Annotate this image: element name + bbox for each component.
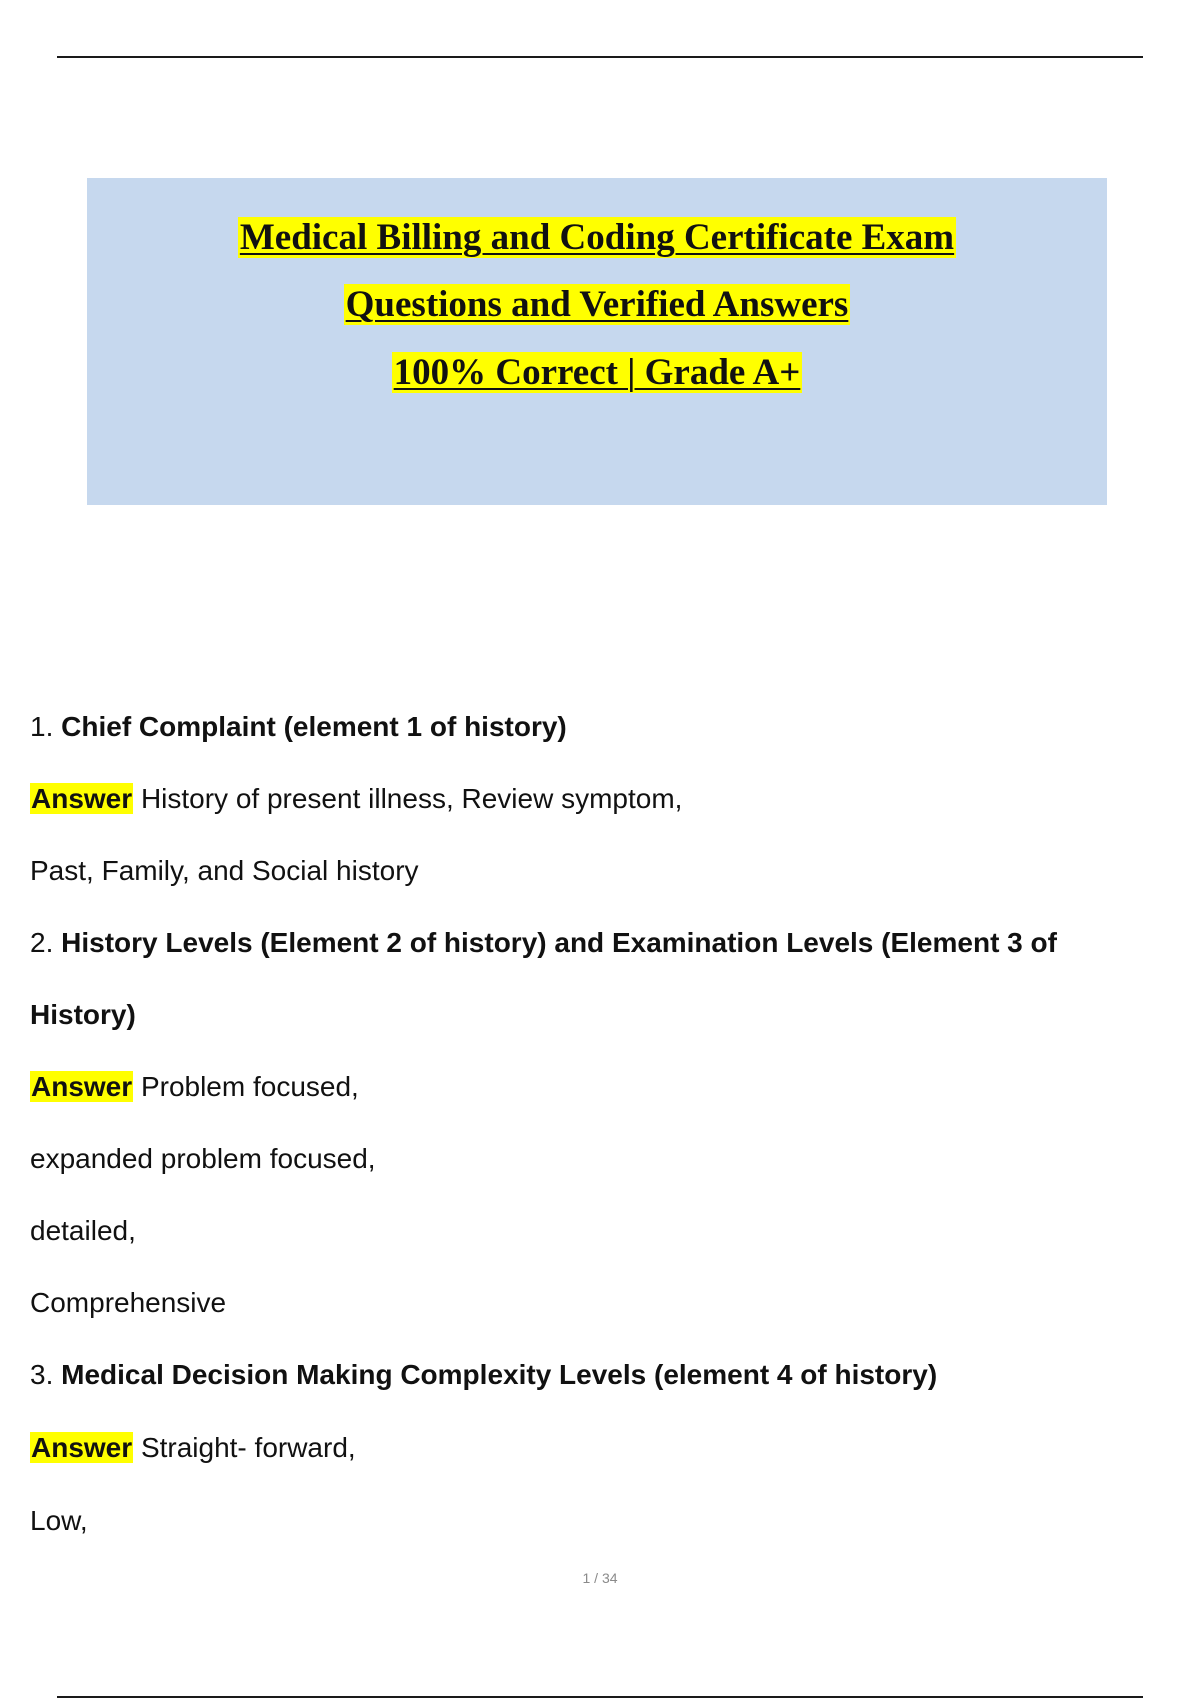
answer-label: Answer xyxy=(31,1071,133,1102)
answer-3-line-1: Answer Straight- forward, xyxy=(31,1432,356,1463)
title-line-2: Questions and Verified Answers xyxy=(345,284,849,325)
answer-1-line-1: Answer History of present illness, Review symptom, xyxy=(31,783,683,814)
answer-label: Answer xyxy=(31,1432,133,1463)
question-2-line-2: History) xyxy=(30,999,136,1030)
page-number: 1 / 34 xyxy=(582,1570,618,1586)
title-line-3: 100% Correct | Grade A+ xyxy=(393,352,801,393)
answer-1-line-2: Past, Family, and Social history xyxy=(30,855,419,886)
title-line-1: Medical Billing and Coding Certificate Exam xyxy=(239,217,955,258)
answer-2-line-1: Answer Problem focused, xyxy=(31,1071,359,1102)
answer-2-line-3: detailed, xyxy=(30,1215,136,1246)
answer-2-line-2: expanded problem focused, xyxy=(30,1143,376,1174)
answer-2-line-4: Comprehensive xyxy=(30,1287,227,1318)
answer-label: Answer xyxy=(31,783,133,814)
question-3: 3. Medical Decision Making Complexity Levels (element 4 of history) xyxy=(30,1359,938,1390)
answer-3-line-2: Low, xyxy=(30,1505,88,1536)
bottom-rule xyxy=(57,1696,1143,1698)
top-rule xyxy=(57,56,1143,58)
question-1: 1. Chief Complaint (element 1 of history) xyxy=(30,711,567,742)
title-box xyxy=(87,178,1107,505)
question-2: 2. History Levels (Element 2 of history) and Examination Levels (Element 3 of xyxy=(30,927,1057,958)
